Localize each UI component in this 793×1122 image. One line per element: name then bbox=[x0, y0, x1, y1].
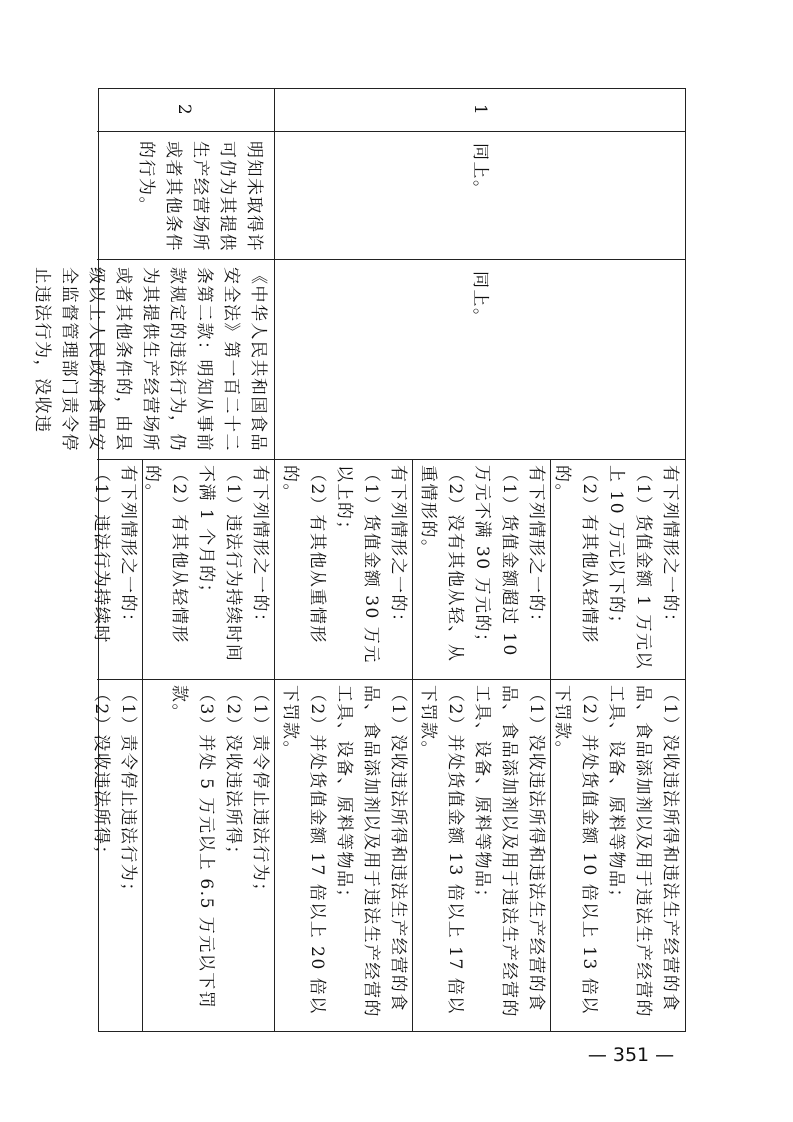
row-1-standard-1: （1）没收违法所得和违法生产经营的食品、食品添加剂以及用于违法生产经营的工具、设备、原料等物品； （2）并处货值金额 10 倍以上 13 倍以下罚款。 bbox=[552, 685, 680, 1018]
row-2-behavior: 明知未取得许可仍为其提供生产经营场所或者其他条件的行为。 bbox=[136, 141, 264, 252]
row-2-standard-1: （1）责令停止违法行为； （2）没收违法所得； （3）并处 5 万元以上 6.5 万元以下罚款。 bbox=[169, 685, 270, 1010]
rotated-table-page bbox=[32, 88, 686, 1032]
row-2-number: 2 bbox=[174, 103, 194, 117]
row-2-condition-1: 有下列情形之一的： （1）违法行为持续时间不满 1 个月的； （2）有其他从轻情形的。 bbox=[142, 465, 270, 663]
row-1-standard-2: （1）没收违法所得和违法生产经营的食品、食品添加剂以及用于违法生产经营的工具、设备、原料等物品； （2）并处货值金额 13 倍以上 17 倍以下罚款。 bbox=[418, 685, 546, 1018]
row-1-condition-3: 有下列情形之一的： （1）货值金额 30 万元以上的； （2）有其他从重情形的。 bbox=[280, 465, 408, 664]
penalty-table bbox=[32, 88, 686, 1032]
row-1-condition-2: 有下列情形之一的： （1）货值金额超过 10 万元不满 30 万元的； （2）没有其他从轻、从重情形的。 bbox=[418, 465, 546, 663]
row-1-behavior: 同上。 bbox=[470, 143, 490, 199]
page-number: — 351 — bbox=[587, 1044, 675, 1066]
row-1-number: 1 bbox=[470, 103, 490, 117]
row-2-basis: 《中华人民共和国食品安全法》第一百二十二条第二款：明知从事前款规定的违法行为，仍为其提供生产经营场所或者其他条件的，由县级以上人民政府食品安全监督管理部门责令停止违法行为，没收违 bbox=[32, 267, 268, 452]
row-1-standard-3: （1）没收违法所得和违法生产经营的食品、食品添加剂以及用于违法生产经营的工具、设备、原料等物品； （2）并处货值金额 17 倍以上 20 倍以下罚款。 bbox=[280, 685, 408, 1018]
row-1-condition-1: 有下列情形之一的： （1）货值金额 1 万元以上 10 万元以下的； （2）有其他从轻情形的。 bbox=[552, 465, 680, 670]
row-1-basis: 同上。 bbox=[470, 271, 490, 327]
row-2-standard-2: （1）责令停止违法行为； （2）没收违法所得； bbox=[91, 685, 138, 901]
row-2-condition-2: 有下列情形之一的： （1）违法行为持续时 bbox=[91, 465, 138, 644]
